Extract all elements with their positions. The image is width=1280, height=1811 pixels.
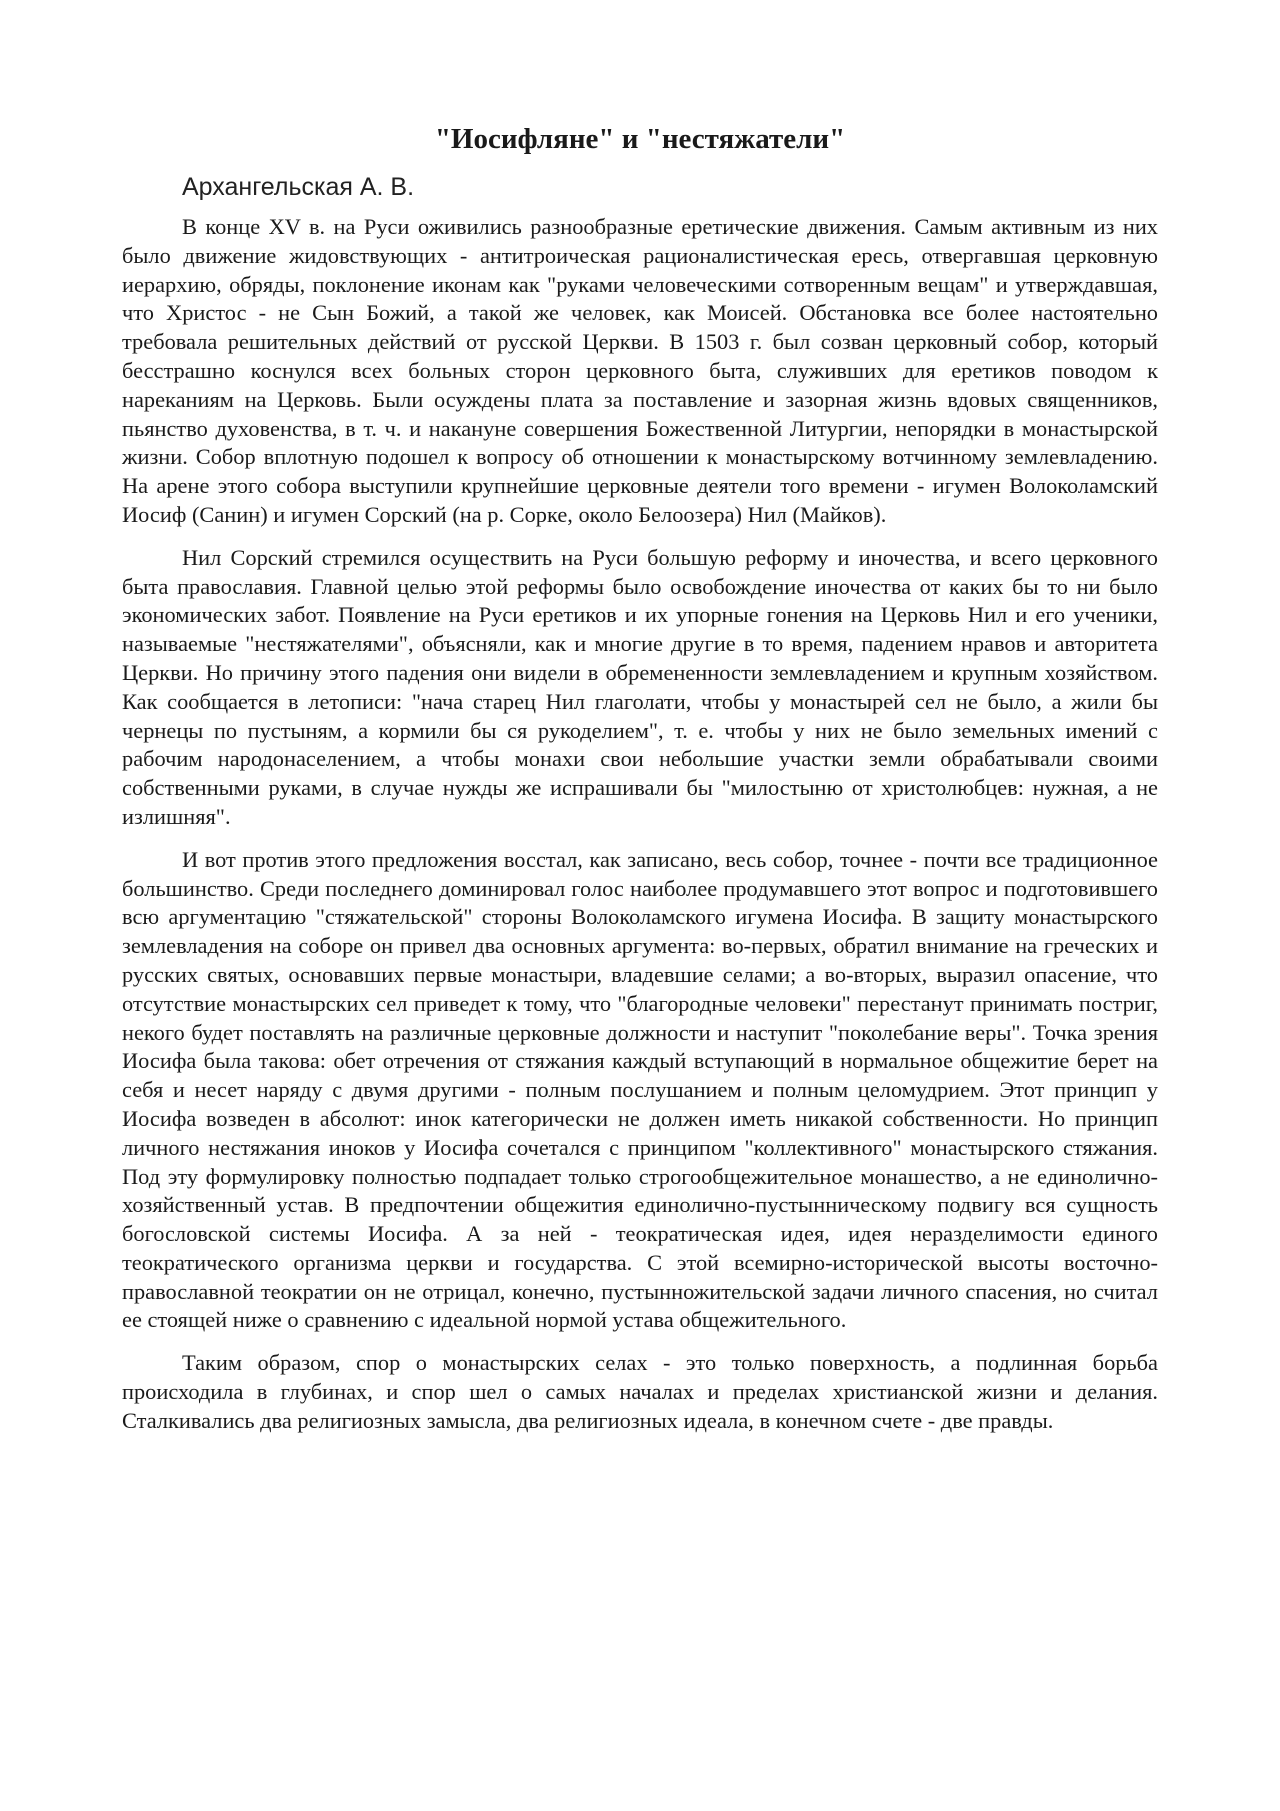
paragraph-2: Нил Сорский стремился осуществить на Руси большую реформу и иночества, и всего церковного быта православия. Главной целью этой реформы было освобождение иночества от каких бы то ни было экономических забот. Появление на Руси еретиков и их упорные гонения на Церковь Нил и его ученики, называемые "нестяжателями", объясняли, как и многие другие в то время, падением нравов и авторитета Церкви. Но причину этого падения они видели в обремененности землевладением и крупным хозяйством. Как сообщается в летописи: "нача старец Нил глаголати, чтобы у монастырей сел не было, а жили бы чернецы по пустыням, а кормили бы ся рукоделием", т. е. чтобы у них не было земельных имений с рабочим народонаселением, а чтобы монахи свои небольшие участки земли обрабатывали своими собственными руками, в случае нужды же испрашивали бы "милостыню от христолюбцев: нужная, а не излишняя". <box>122 544 1158 829</box>
document-author: Архангельская А. В. <box>182 173 415 201</box>
paragraph-1: В конце XV в. на Руси оживились разнообразные еретические движения. Самым активным из них было движение жидовствующих - антитроическая рационалистическая ересь, отвергавшая церковную иерархию, обряды, поклонение иконам как "руками человеческими сотворенным вещам" и утверждавшая, что Христос - не Сын Божий, а такой же человек, как Моисей. Обстановка все более настоятельно требовала решительных действий от русской Церкви. В 1503 г. был созван церковный собор, который бесстрашно коснулся всех больных сторон церковного быта, служивших для еретиков поводом к нареканиям на Церковь. Были осуждены плата за поставление и зазорная жизнь вдовых священников, пьянство духовенства, в т. ч. и накануне совершения Божественной Литургии, непорядки в монастырской жизни. Собор вплотную подошел к вопросу об отношении к монастырскому вотчинному землевладению. На арене этого собора выступили крупнейшие церковные деятели того времени - игумен Волоколамский Иосиф (Санин) и игумен Сорский (на р. Сорке, около Белоозера) Нил (Майков). <box>122 214 1158 527</box>
paragraph-3: И вот против этого предложения восстал, как записано, весь собор, точнее - почти все традиционное большинство. Среди последнего доминировал голос наиболее продумавшего этот вопрос и подготовившего всю аргументацию "стяжательской" стороны Волоколамского игумена Иосифа. В защиту монастырского землевладения на соборе он привел два основных аргумента: во-первых, обратил внимание на греческих и русских святых, основавших первые монастыри, владевшие селами; а во-вторых, выразил опасение, что отсутствие монастырских сел приведет к тому, что "благородные человеки" перестанут принимать постриг, некого будет поставлять на различные церковные должности и наступит "поколебание веры". Точка зрения Иосифа была такова: обет отречения от стяжания каждый вступающий в нормальное общежитие берет на себя и несет наряду с двумя другими - полным послушанием и полным целомудрием. Этот принцип у Иосифа возведен в абсолют: инок категорически не должен иметь никакой собственности. Но принцип личного нестяжания иноков у Иосифа сочетался с принципом "коллективного" монастырского стяжания. Под эту формулировку полностью подпадает только строгообщежительное монашество, а не единолично-хозяйственный устав. В предпочтении общежития единолично-пустынническому подвигу вся сущность богословской системы Иосифа. А за ней - теократическая идея, идея неразделимости единого теократического организма церкви и государства. С этой всемирно-исторической высоты восточно-православной теократии он не отрицал, конечно, пустынножительской задачи личного спасения, но считал ее стоящей ниже о сравнению с идеальной нормой устава общежительного. <box>122 846 1158 1333</box>
paragraph-4: Таким образом, спор о монастырских селах - это только поверхность, а подлинная борьба происходила в глубинах, и спор шел о самых началах и пределах христианской жизни и делания. Сталкивались два религиозных замысла, два религиозных идеала, в конечном счете - две правды. <box>122 1350 1158 1433</box>
document-title: "Иосифляне" и "нестяжатели" <box>434 123 846 155</box>
document-page <box>122 100 1158 1450</box>
